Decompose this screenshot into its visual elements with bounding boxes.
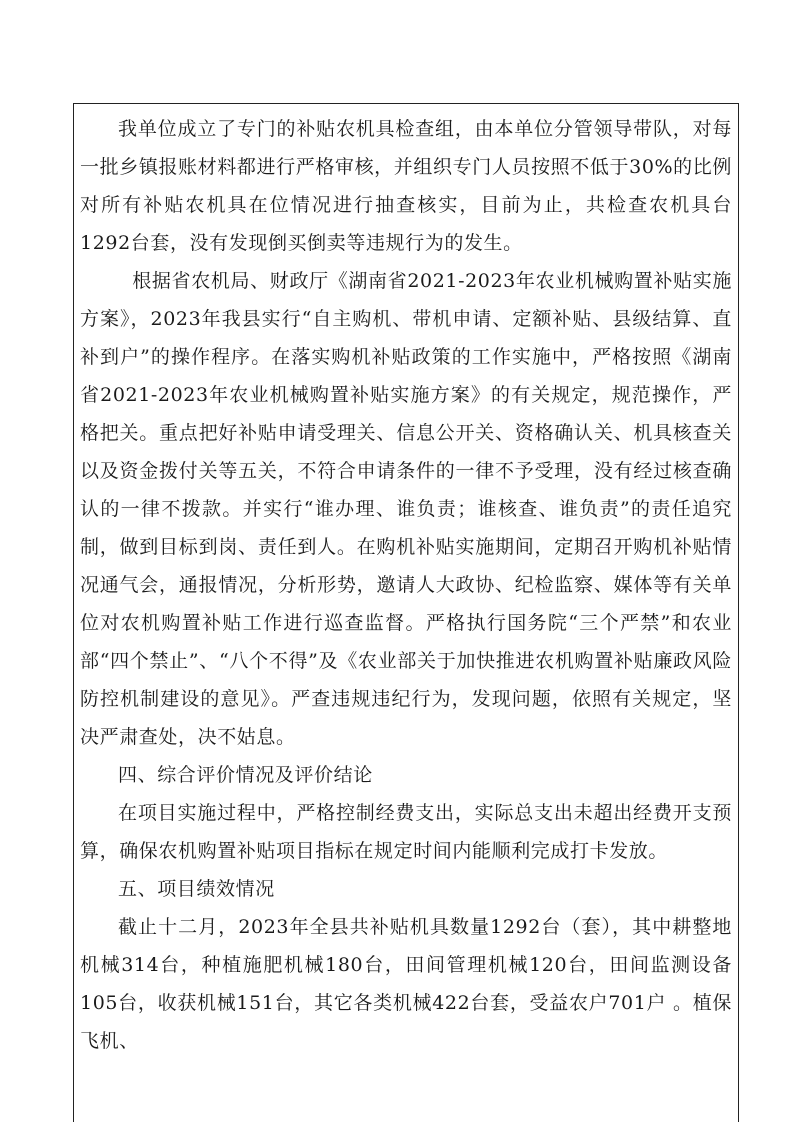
paragraph-inspection-team: 我单位成立了专门的补贴农机具检查组，由本单位分管领导带队，对每一批乡镇报账材料都进行严格审核，并组织专门人员按照不低于30%的比例对所有补贴农机具在位情况进行抽查核实，目前为止，共检查农机具台1292台套，没有发现倒买倒卖等违规行为的发生。 xyxy=(80,118,732,254)
section-heading-evaluation: 四、综合评价情况及评价结论 xyxy=(118,764,373,786)
paragraph-evaluation-conclusion: 在项目实施过程中，严格控制经费支出，实际总支出未超出经费开支预算，确保农机购置补贴项目指标在规定时间内能顺利完成打卡发放。 xyxy=(80,802,732,862)
document-body xyxy=(80,110,732,1060)
section-heading-performance: 五、项目绩效情况 xyxy=(118,878,275,900)
paragraph-performance-stats: 截止十二月，2023年全县共补贴机具数量1292台（套），其中耕整地机械314台，种植施肥机械180台，田间管理机械120台，田间监测设备105台，收获机械151台，其它各类机械422台套，受益农户701户 。植保飞机、 xyxy=(80,916,732,1052)
paragraph-subsidy-procedure: 根据省农机局、财政厅《湖南省2021-2023年农业机械购置补贴实施方案》，2023年我县实行“自主购机、带机申请、定额补贴、县级结算、直补到户”的操作程序。在落实购机补贴政策的工作实施中，严格按照《湖南省2021-2023年农业机械购置补贴实施方案》的有关规定，规范操作，严格把关。重点把好补贴申请受理关、信息公开关、资格确认关、机具核查关以及资金拨付关等五关，不符合申请条件的一律不予受理，没有经过核查确认的一律不拨款。并实行“谁办理、谁负责；谁核查、谁负责”的责任追究制，做到目标到岗、责任到人。在购机补贴实施期间，定期召开购机补贴情况通气会，通报情况，分析形势，邀请人大政协、纪检监察、媒体等有关单位对农机购置补贴工作进行巡查监督。严格执行国务院“三个严禁”和农业部“四个禁止”、“八个不得”及《农业部关于加快推进农机购置补贴廉政风险防控机制建设的意见》。严查违规违纪行为，发现问题，依照有关规定，坚决严肃查处，决不姑息。 xyxy=(80,270,732,748)
